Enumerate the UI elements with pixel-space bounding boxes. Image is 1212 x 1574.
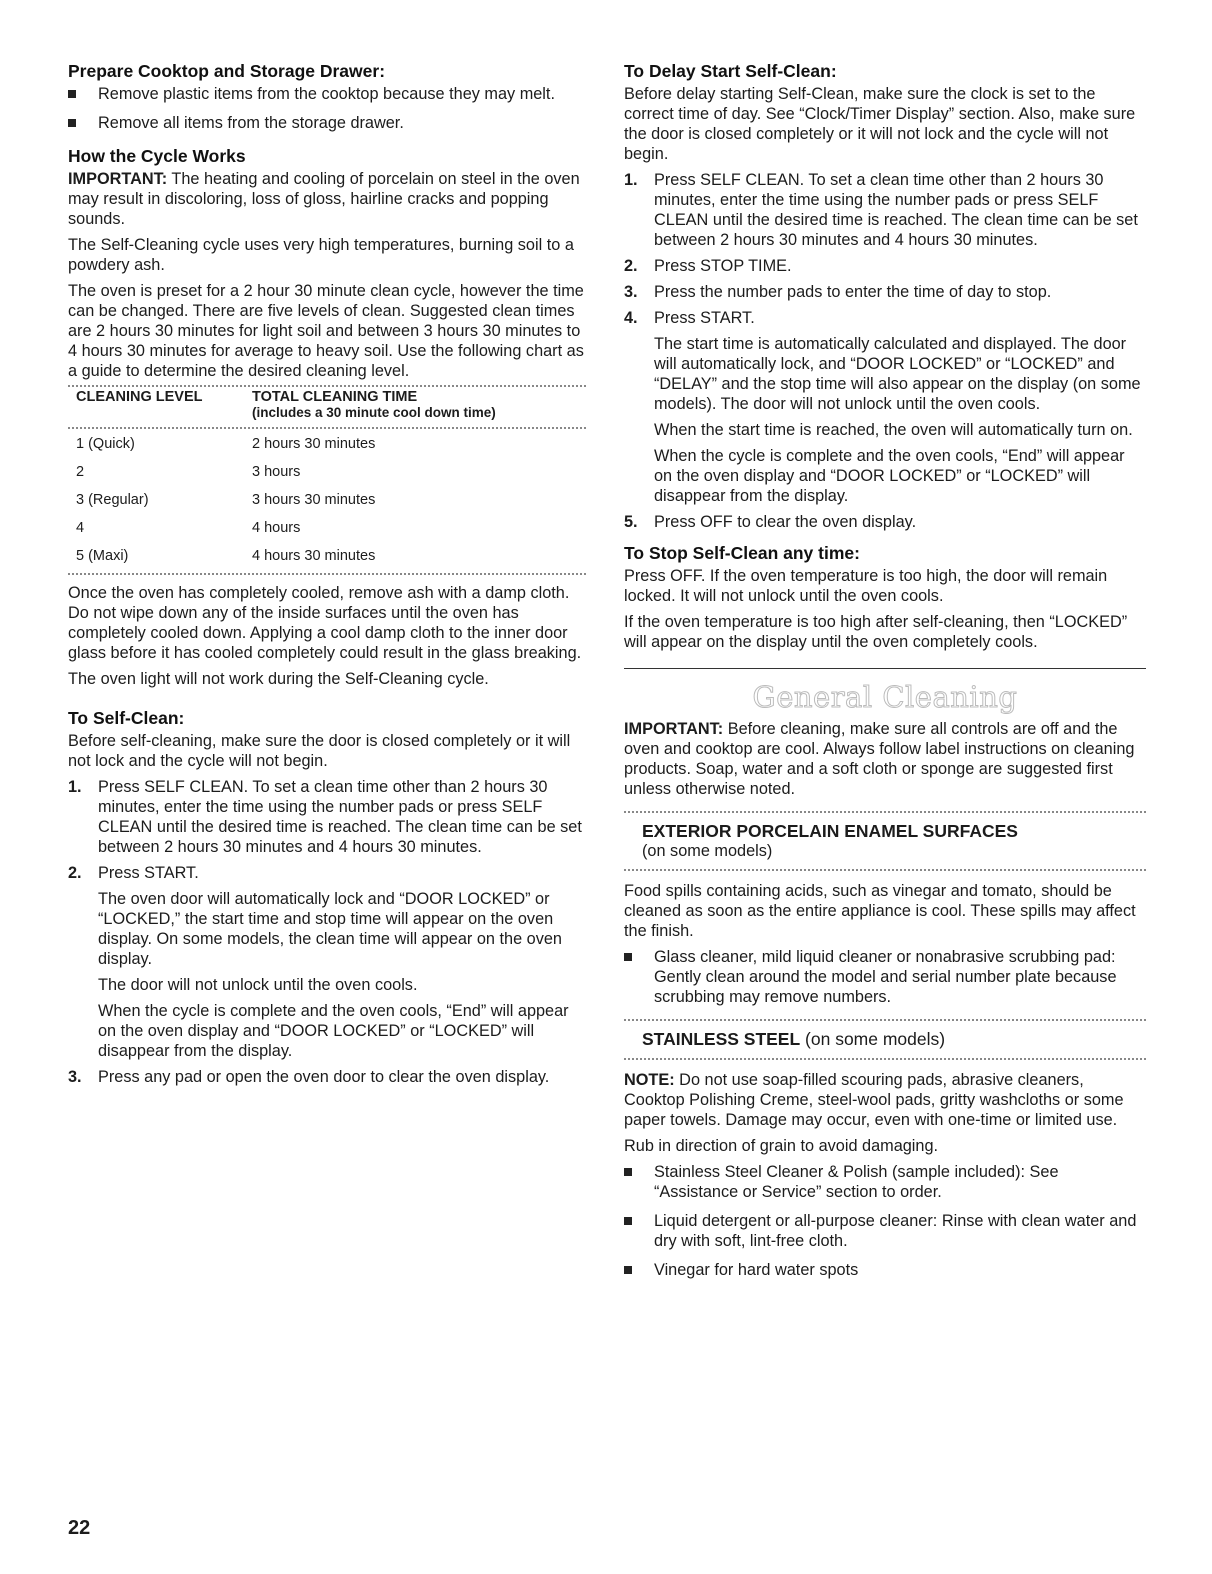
right-column: [624, 60, 1146, 1289]
list-item: 1. Press SELF CLEAN. To set a clean time other than 2 hours 30 minutes, enter the time using the number pads or press SELF CLEAN until the desired time is reached. The clean time can be set between 2 hours 30 minutes and 4 hours 30 minutes.: [68, 778, 582, 856]
section-rule: [624, 668, 1146, 669]
general-important: IMPORTANT: Before cleaning, make sure all controls are off and the oven and cooktop are cool. Always follow label instructions on cleaning products. Soap, water and a soft cloth or sponge are suggested first unless otherwise noted.: [624, 720, 1135, 798]
delay-steps: [624, 170, 1146, 532]
table-bottom-divider: [68, 573, 586, 575]
stop-section: [624, 542, 1146, 652]
left-column: [68, 60, 586, 1093]
page-number: 22: [68, 1517, 91, 1539]
list-item: 2. Press START. The oven door will automatically lock and “DOOR LOCKED” or “LOCKED,” the start time and stop time will appear on the oven display. On some models, the clean time will appear on the oven display. The door will not unlock until the oven cools. When the cycle is complete and the oven cools, “End” will appear on the oven display and “DOOR LOCKED” or “LOCKED” will disappear from the display.: [68, 864, 569, 1060]
bullet-icon: [68, 119, 76, 127]
bullet-icon: [624, 953, 632, 961]
list-item: 5. Press OFF to clear the oven display.: [624, 513, 917, 531]
stainless-p1: Rub in direction of grain to avoid damaging.: [624, 1137, 939, 1155]
list-item: Liquid detergent or all-purpose cleaner: Rinse with clean water and dry with soft, lint-free cloth.: [624, 1211, 1146, 1251]
porcelain-p1: Food spills containing acids, such as vinegar and tomato, should be cleaned as soon as the entire appliance is cool. These spills may affect the finish.: [624, 882, 1136, 940]
delay-intro: Before delay starting Self-Clean, make sure the clock is set to the correct time of day. See “Clock/Timer Display” section. Also, make sure the door is closed completely or it will not lock and the cycle will not begin.: [624, 85, 1136, 163]
stop-p1: Press OFF. If the oven temperature is too high, the door will remain locked. It will not unlock until the oven cools.: [624, 567, 1108, 605]
self-clean-heading: To Self-Clean:: [68, 708, 185, 728]
table-row: 1 (Quick) 2 hours 30 minutes: [76, 436, 376, 452]
bullet-icon: [624, 1266, 632, 1274]
list-item: 3. Press any pad or open the oven door to clear the oven display.: [68, 1068, 550, 1086]
table-header-level: CLEANING LEVEL: [76, 389, 203, 405]
list-item: Remove plastic items from the cooktop because they may melt.: [68, 84, 586, 104]
porcelain-list: [624, 947, 1146, 1007]
list-item: Remove all items from the storage drawer.: [68, 113, 586, 133]
stainless-note: NOTE: Do not use soap-filled scouring pads, abrasive cleaners, Cooktop Polishing Creme, steel-wool pads, gritty washcloths or some paper towels. Damage may occur, even with one-time or limited use.: [624, 1071, 1124, 1129]
general-cleaning-title: General Cleaning: [752, 680, 1018, 714]
prepare-heading: Prepare Cooktop and Storage Drawer:: [68, 61, 386, 81]
bullet-icon: [624, 1168, 632, 1176]
after-p1: Once the oven has completely cooled, remove ash with a damp cloth. Do not wipe down any of the inside surfaces until the oven has completely cooled down. Applying a cool damp cloth to the inner door glass before it has cooled completely could result in the glass breaking.: [68, 584, 582, 662]
delay-heading: To Delay Start Self-Clean:: [624, 61, 837, 81]
cleaning-level-table: [68, 387, 586, 573]
table-row: 5 (Maxi) 4 hours 30 minutes: [76, 548, 376, 564]
list-item: 4. Press START. The start time is automatically calculated and displayed. The door will automatically lock, and “DOOR LOCKED” or “LOCKED” and “DELAY” and the stop time will also appear on the display (on some models). The door will not unlock until the oven cools. When the start time is reached, the oven will automatically turn on. When the cycle is complete and the oven cools, “End” will appear on the oven display and “DOOR LOCKED” or “LOCKED” will disappear from the display.: [624, 309, 1141, 505]
stop-heading: To Stop Self-Clean any time:: [624, 543, 860, 563]
delay-section: [624, 60, 1146, 532]
stainless-subtitle: (on some models): [800, 1029, 946, 1049]
porcelain-title: EXTERIOR PORCELAIN ENAMEL SURFACES: [642, 821, 1018, 841]
bullet-icon: [624, 1217, 632, 1225]
stop-p2: If the oven temperature is too high after self-cleaning, then “LOCKED” will appear on the display until the oven completely cools.: [624, 613, 1128, 651]
table-header-time: TOTAL CLEANING TIME (includes a 30 minute cool down time): [252, 389, 496, 420]
after-clean-section: [68, 583, 586, 689]
list-item: Glass cleaner, mild liquid cleaner or nonabrasive scrubbing pad: Gently clean around the model and serial number plate because scrubbing may remove numbers.: [624, 947, 1146, 1007]
porcelain-subtitle: (on some models): [642, 842, 773, 860]
general-cleaning-section: [624, 679, 1146, 799]
stainless-bottom-divider: [624, 1058, 1146, 1060]
stainless-list: [624, 1162, 1146, 1280]
cycle-p1: The Self-Cleaning cycle uses very high temperatures, burning soil to a powdery ash.: [68, 236, 574, 274]
list-item: 1. Press SELF CLEAN. To set a clean time other than 2 hours 30 minutes, enter the time using the number pads or press SELF CLEAN until the desired time is reached. The clean time can be set between 2 hours 30 minutes and 4 hours 30 minutes.: [624, 171, 1138, 249]
self-clean-section: [68, 707, 586, 1087]
cycle-section: [68, 145, 586, 381]
list-item: 2. Press STOP TIME.: [624, 257, 792, 275]
table-row: 3 (Regular) 3 hours 30 minutes: [76, 492, 376, 508]
stainless-header: [624, 1021, 1146, 1058]
porcelain-bottom-divider: [624, 869, 1146, 871]
cycle-important: IMPORTANT: The heating and cooling of porcelain on steel in the oven may result in discoloring, loss of gloss, hairline cracks and popping sounds.: [68, 170, 580, 228]
stainless-title: STAINLESS STEEL: [642, 1029, 801, 1049]
porcelain-header: [624, 813, 1146, 869]
table-header-divider: [68, 427, 586, 429]
stainless-section: [624, 1070, 1146, 1280]
self-clean-steps: [68, 777, 586, 1087]
cycle-p2: The oven is preset for a 2 hour 30 minute clean cycle, however the time can be changed. There are five levels of clean. Suggested clean times are 2 hours 30 minutes for light soil and between 3 hours 30 minutes to 4 hours 30 minutes for average to heavy soil. Use the following chart as a guide to determine the desired cleaning level.: [68, 282, 584, 380]
list-item: 3. Press the number pads to enter the time of day to stop.: [624, 283, 1052, 301]
cycle-heading: How the Cycle Works: [68, 146, 246, 166]
prepare-list: [68, 84, 586, 133]
prepare-section: [68, 60, 586, 133]
after-p2: The oven light will not work during the Self-Cleaning cycle.: [68, 670, 489, 688]
self-clean-intro: Before self-cleaning, make sure the door is closed completely or it will not lock and the cycle will not begin.: [68, 732, 571, 770]
table-row: 4 4 hours: [76, 520, 301, 536]
list-item: Stainless Steel Cleaner & Polish (sample included): See “Assistance or Service” section to order.: [624, 1162, 1146, 1202]
porcelain-section: [624, 881, 1146, 1007]
table-row: 2 3 hours: [76, 464, 301, 480]
bullet-icon: [68, 90, 76, 98]
list-item: Vinegar for hard water spots: [624, 1260, 1146, 1280]
